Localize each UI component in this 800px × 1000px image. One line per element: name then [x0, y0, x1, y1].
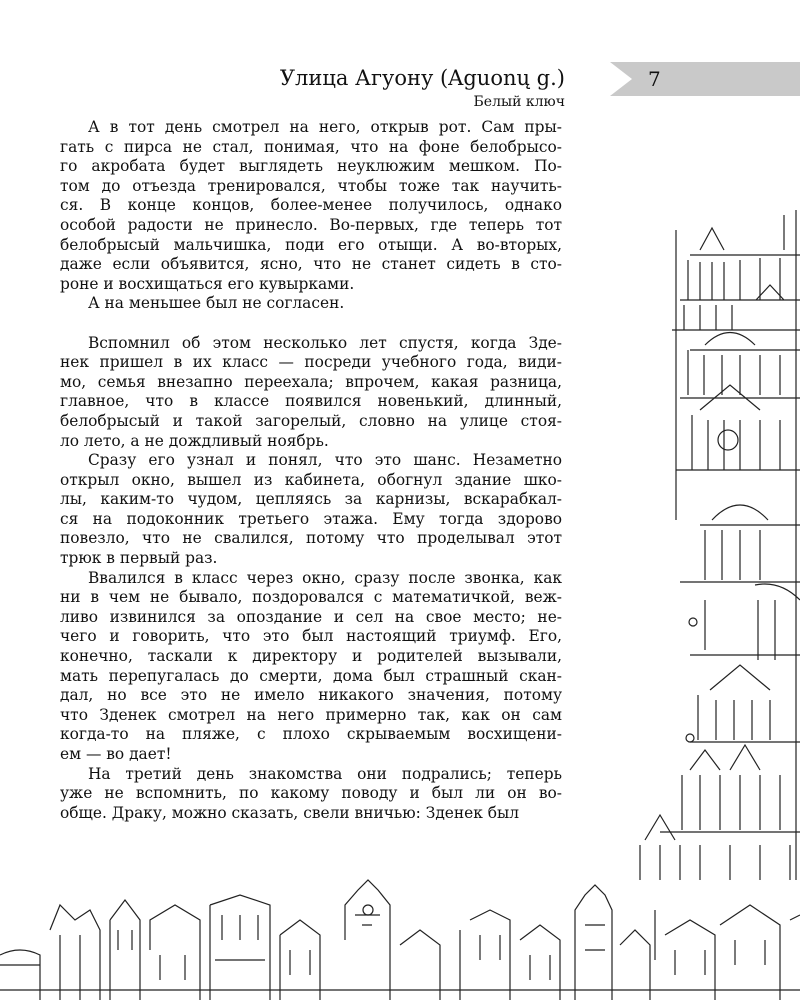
text-line: белобрысый и такой загорелый, словно на улице стоя-: [60, 411, 562, 430]
text-line: ся. В конце концов, более-менее получилось, однако: [60, 196, 562, 215]
text-line: На третий день знакомства они подрались; теперь: [88, 764, 562, 783]
text-line: ем — во дает!: [60, 745, 172, 763]
text-line: ся на подоконник третьего этажа. Ему тогда здорово: [60, 509, 562, 528]
text-line: главное, что в классе появился новенький, длинный,: [60, 392, 562, 411]
text-line: Ввалился в класс через окно, сразу после звонка, как: [88, 568, 562, 587]
text-line: уже не вспомнить, по какому поводу и был ли он во-: [60, 784, 562, 803]
text-line: особой радости не принесло. Во-первых, где теперь тот: [60, 215, 562, 234]
text-line: что Зденек смотрел на него примерно так, как он сам: [60, 705, 562, 724]
text-line: когда-то на пляже, с плохо скрываемым восхищени-: [60, 725, 562, 744]
text-line: том до отъезда тренировался, чтобы тоже так научить-: [60, 176, 562, 195]
text-line: мо, семья внезапно переехала; впрочем, какая разница,: [60, 372, 562, 391]
chapter-subtitle: Белый ключ: [473, 94, 565, 110]
text-line: Сразу его узнал и понял, что это шанс. Незаметно: [88, 451, 562, 470]
text-line: чего и говорить, что это был настоящий триумф. Его,: [60, 627, 562, 646]
text-line: А на меньшее был не согласен.: [88, 294, 345, 313]
text-line: А в тот день смотрел на него, открыв рот. Сам пры-: [88, 118, 562, 136]
text-line: дал, но все это не имело никакого значения, потому: [60, 686, 562, 705]
city-tower-drawing: [640, 210, 800, 880]
text-line: го акробата будет выглядеть неуклюжим мешком. По-: [60, 157, 562, 176]
text-line: роне и восхищаться его кувырками.: [60, 274, 355, 293]
text-line: конечно, таскали к директору и родителей вызывали,: [60, 647, 562, 666]
text-line: обще. Драку, можно сказать, свели вничью: Зденек был: [60, 803, 520, 822]
text-line: ливо извинился за опоздание и сел на свое место; не-: [60, 607, 562, 626]
text-line: открыл окно, вышел из кабинета, обогнул здание шко-: [60, 470, 562, 489]
text-line: ни в чем не бывало, поздоровался с математичкой, веж-: [60, 588, 562, 607]
text-line: повезло, что не свалился, потому что проделывал этот: [60, 529, 562, 548]
text-line: трюк в первый раз.: [60, 549, 218, 568]
page-number: 7: [648, 67, 661, 91]
city-skyline-drawing: [0, 880, 800, 1000]
text-line: нек пришел в их класс — посреди учебного года, види-: [60, 353, 562, 372]
text-line: мать перепугалась до смерти, дома был страшный скан-: [60, 666, 562, 685]
text-line: ло лето, а не дождливый ноябрь.: [60, 431, 329, 450]
text-line: лы, каким-то чудом, цепляясь за карнизы, вскарабкал-: [60, 490, 562, 509]
text-line: гать с пирса не стал, понимая, что на фоне белобрысо-: [60, 137, 562, 156]
text-line: Вспомнил об этом несколько лет спустя, когда Зде-: [88, 333, 562, 352]
chapter-title: Улица Агуону (Aguonų g.): [279, 66, 565, 90]
text-line: белобрысый мальчишка, поди его отыщи. А во-вторых,: [60, 235, 562, 254]
text-line: даже если объявится, ясно, что не станет сидеть в сто-: [60, 255, 562, 274]
